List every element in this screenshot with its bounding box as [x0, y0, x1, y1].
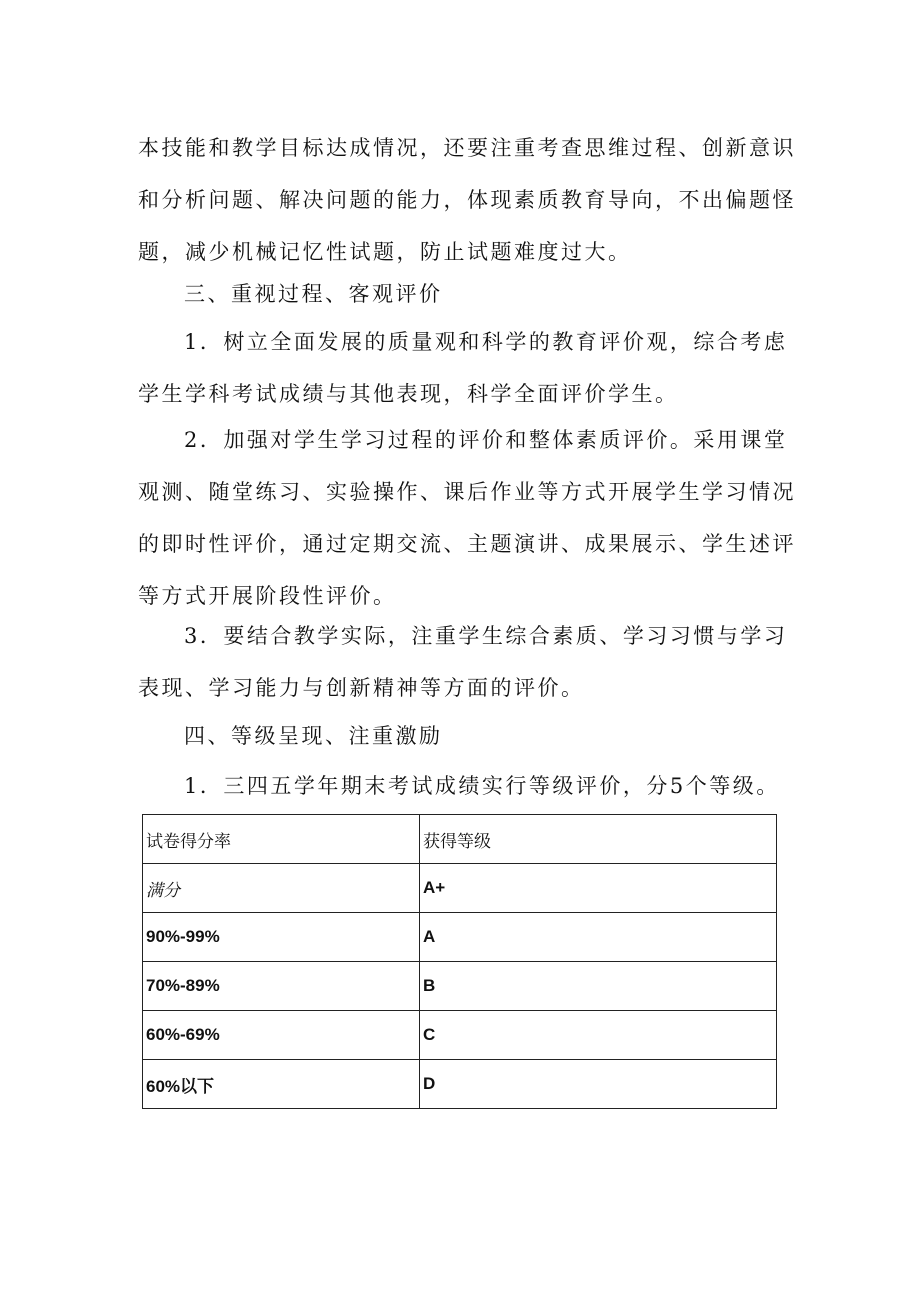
section-heading-3: 三、重视过程、客观评价 — [184, 282, 443, 306]
cell-grade: B — [420, 962, 777, 1011]
cell-grade: C — [420, 1011, 777, 1060]
cell-score: 60%以下 — [143, 1060, 420, 1109]
text-line: 题，减少机械记忆性试题，防止试题难度过大。 — [138, 240, 632, 264]
table-row — [143, 913, 777, 962]
cell-score: 满分 — [143, 864, 420, 913]
section3-item3 — [138, 610, 788, 714]
grade-table — [142, 814, 777, 1109]
cell-score: 60%-69% — [143, 1011, 420, 1060]
paragraph-intro — [138, 122, 796, 278]
text-line: 学生学科考试成绩与其他表现，科学全面评价学生。 — [138, 382, 679, 406]
table-header-row — [143, 815, 777, 864]
text-line: 和分析问题、解决问题的能力，体现素质教育导向，不出偏题怪 — [138, 188, 796, 212]
text-line: 2．加强对学生学习过程的评价和整体素质评价。采用课堂 — [184, 428, 788, 452]
text-line: 1．树立全面发展的质量观和科学的教育评价观，综合考虑 — [184, 330, 788, 354]
header-grade: 获得等级 — [420, 815, 777, 864]
cell-score: 90%-99% — [143, 913, 420, 962]
text-line: 观测、随堂练习、实验操作、课后作业等方式开展学生学习情况 — [138, 480, 796, 504]
text-line: 本技能和教学目标达成情况，还要注重考查思维过程、创新意识 — [138, 136, 796, 160]
cell-grade: A+ — [420, 864, 777, 913]
cell-grade: A — [420, 913, 777, 962]
section4-item1 — [138, 760, 788, 812]
text-line: 3．要结合教学实际，注重学生综合素质、学习习惯与学习 — [184, 624, 788, 648]
text-line: 表现、学习能力与创新精神等方面的评价。 — [138, 676, 585, 700]
table-row — [143, 962, 777, 1011]
section3-item2 — [138, 414, 796, 622]
section-heading-4: 四、等级呈现、注重激励 — [184, 724, 443, 748]
header-score-rate: 试卷得分率 — [143, 815, 420, 864]
section3-item1 — [138, 316, 788, 420]
cell-grade: D — [420, 1060, 777, 1109]
text-line: 等方式开展阶段性评价。 — [138, 584, 397, 608]
cell-score: 70%-89% — [143, 962, 420, 1011]
table-row — [143, 1011, 777, 1060]
text-line: 的即时性评价，通过定期交流、主题演讲、成果展示、学生述评 — [138, 532, 796, 556]
table-row — [143, 1060, 777, 1109]
text-line: 1．三四五学年期末考试成绩实行等级评价，分5个等级。 — [184, 774, 780, 798]
table-row — [143, 864, 777, 913]
